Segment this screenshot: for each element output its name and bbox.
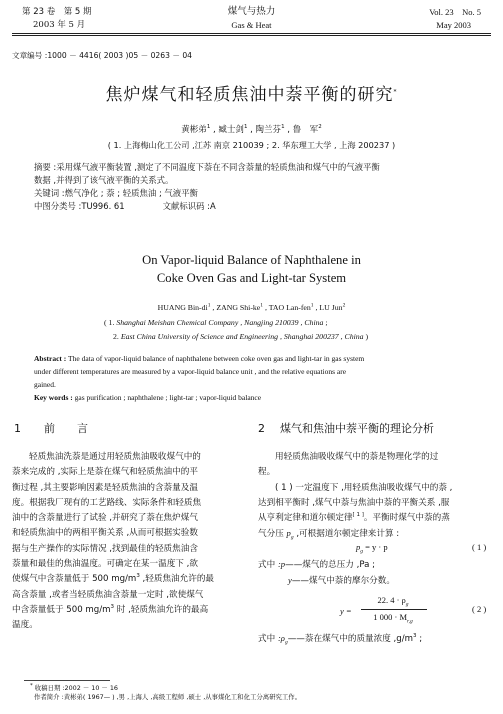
- keywords-en-label: Key words :: [34, 393, 73, 402]
- where-symbol: y: [288, 575, 292, 586]
- footnote-rule: [24, 680, 110, 681]
- keywords-en-text: gas purification ; naphthalene ; light-tar ; vapor-liquid balance: [74, 393, 262, 402]
- abstract-en-text: The data of vapor-liquid balance of naphthalene between coke oven gas and light-tar in gas system: [68, 354, 365, 363]
- section-number: 1: [14, 422, 21, 435]
- unit-sup: 3: [413, 633, 417, 640]
- author-sup: 1: [260, 302, 264, 309]
- abstract-cn-line: [34, 161, 494, 174]
- journal-name: 煤气与热力: [227, 6, 276, 17]
- abstract-en-line: gained.: [34, 380, 56, 389]
- body-line: 高含萘量 ,或者当轻质焦油含萘量一定时 ,欲使煤气: [12, 589, 204, 600]
- equation-2-lhs: y =: [340, 606, 352, 616]
- body-text: 从亨利定律和道尔顿定律: [258, 513, 353, 524]
- fraction-bar: [361, 609, 427, 610]
- doc-code: A: [209, 201, 216, 211]
- author-en: HUANG Bin-di: [157, 303, 208, 312]
- body-text: ,可根据道尔顿定律来计算 :: [296, 529, 400, 540]
- affiliation-text: East China University of Science and Engineering , Shanghai 200237 , China: [120, 332, 364, 341]
- keywords-cn-label: 关键词 :: [34, 188, 65, 198]
- keywords-en: [34, 391, 494, 404]
- section-title: 煤气和焦油中萘平衡的理论分析: [280, 422, 434, 435]
- journal-volume: 第 23 卷 第 5 期: [22, 7, 92, 17]
- body-line: ( 1 ) 一定温度下 ,用轻质焦油吸收煤气中的萘 ,: [275, 482, 453, 493]
- section-title: 前 言: [44, 422, 88, 435]
- title-cn: [0, 80, 503, 105]
- where-block-1: [258, 557, 494, 590]
- keywords-cn: [34, 187, 494, 200]
- section1-heading: [14, 420, 88, 436]
- body-text: 气分压: [258, 529, 284, 540]
- author-cn: 陶兰芬: [255, 125, 282, 135]
- citation: [ 1 ]: [352, 512, 364, 519]
- header-rule-bottom: [12, 35, 491, 36]
- body-line: 衡过程 ,其主要影响因素是轻质焦油的含萘量及温: [12, 482, 198, 493]
- where-line: [258, 573, 494, 589]
- symbol: p: [286, 528, 291, 539]
- abstract-cn-line: 数据 ,并得到了该气液平衡的关系式。: [34, 175, 174, 185]
- abstract-en-label: Abstract :: [34, 354, 67, 363]
- body-text: 使煤气中含萘量低于 500 mg/m: [12, 574, 137, 585]
- eq-sub: r,g: [407, 618, 413, 625]
- author-en: ZANG Shi-ke: [216, 303, 261, 312]
- where-symbol: :ρ: [277, 633, 285, 643]
- eq-sub: g: [405, 601, 409, 608]
- affiliation-num: ( 1.: [104, 318, 115, 327]
- article-number: 文章编号 :1000 － 4416( 2003 )05 － 0263 － 04: [12, 51, 192, 60]
- footnote-mark: *: [30, 682, 33, 689]
- doc-code-label: 文献标识码 :: [162, 201, 210, 211]
- body-line: 萘量和最佳的焦油温度。可确定在某一温度下 ,欲: [12, 559, 198, 570]
- footnote-line: 作者简介 :黄彬弟( 1967— ) ,男 ,上海人 ,高级工程师 ,硕士 ,从事煤化工和化工分离研究工作。: [34, 693, 302, 701]
- body-line: [12, 603, 246, 618]
- body-line: 气分压 $p_g$ ,可根据道尔顿定律来计算 :: [258, 528, 400, 542]
- section2-body: [258, 450, 494, 543]
- author-sup: 1: [281, 124, 285, 131]
- affiliation-en-2: [113, 332, 368, 341]
- equation-1-number: ( 1 ): [472, 542, 487, 552]
- author-sup: 2: [342, 302, 346, 309]
- body-line: 用轻质焦油吸收煤气中的萘是物理化学的过: [275, 452, 439, 462]
- eq-lhs: p: [356, 542, 361, 552]
- affiliation-tail: ): [365, 332, 369, 341]
- author-sup: 1: [207, 302, 211, 309]
- abstract-en-line: under different temperatures are measured by a vapor-liquid balance unit , and the relative equations are: [34, 367, 347, 376]
- unit-sup: 3: [110, 604, 115, 611]
- author-cn: 鲁 军: [292, 125, 319, 135]
- body-line: [258, 511, 494, 526]
- where-tail: ;: [416, 634, 423, 644]
- unit-sup: 3: [136, 573, 140, 580]
- classification: [34, 200, 494, 213]
- body-line: 油中的含萘量进行了试验 ,并研究了萘在焦炉煤气: [12, 513, 198, 524]
- author-en: LU Jun: [319, 303, 343, 312]
- equation-2-number: ( 2 ): [472, 604, 487, 614]
- body-line: [12, 572, 246, 587]
- title-cn-text: 焦炉煤气和轻质焦油中萘平衡的研究: [105, 85, 394, 105]
- abstract-cn: [34, 161, 494, 213]
- eq-sub: g: [360, 548, 363, 555]
- body-text: ,轻质焦油允许的最: [139, 574, 215, 585]
- body-text: 。平衡时煤气中萘的蒸: [363, 513, 450, 524]
- author-sup: 1: [243, 124, 248, 131]
- author-sup: 1: [206, 124, 211, 131]
- journal-volume-en: Vol. 23 No. 5: [429, 7, 481, 17]
- equation-1: [356, 542, 388, 555]
- footnote-text: 收稿日期 :2002 － 10 － 16: [34, 684, 118, 692]
- author-en: TAO Lan-fen: [268, 303, 311, 312]
- equation-2-denominator: [358, 612, 428, 625]
- title-en-line: Coke Oven Gas and Light-tar System: [156, 271, 347, 285]
- affiliation-text: Shanghai Meishan Chemical Company , Nangjing 210039 , China: [116, 318, 324, 327]
- where-label: 式中: [258, 560, 276, 570]
- where-sub: g: [284, 639, 288, 646]
- abstract-en-line: [34, 352, 494, 365]
- author-sup: 2: [318, 124, 322, 131]
- body-line: 轻质焦油洗萘是通过用轻质焦油吸收煤气中的: [29, 452, 201, 462]
- affiliation-tail: ;: [325, 318, 328, 327]
- title-en-line: On Vapor-liquid Balance of Naphthalene in: [142, 253, 361, 267]
- body-line: 达到相平衡时 ,煤气中萘与焦油中萘的平衡关系 ,服: [258, 497, 450, 508]
- abstract-cn-text: 采用煤气液平衡装置 ,测定了不同温度下萘在不同含萘量的轻质焦油和煤气中的气液平衡: [56, 162, 380, 172]
- body-text: 时 ,轻质焦油允许的最高: [114, 604, 209, 615]
- where-text: ——萘在煤气中的质量浓度 ,g/m: [287, 634, 413, 644]
- journal-date-en: May 2003: [436, 20, 471, 30]
- authors-cn: 黄彬弟$^1$ , 臧士剑$^1$ , 陶兰芬$^1$ , 鲁 军$^2$: [181, 124, 322, 135]
- classification-code: TU996. 61: [81, 201, 125, 211]
- abstract-en: [34, 352, 494, 404]
- abstract-cn-label: 摘要 :: [34, 162, 57, 172]
- where-block-2: [258, 631, 494, 647]
- where-text: ——煤气的总压力 ,Pa ;: [285, 560, 376, 570]
- journal-name-en: Gas & Heat: [231, 20, 272, 30]
- where-line: [258, 557, 494, 573]
- equation-2-numerator: [358, 595, 428, 608]
- authors-en: HUANG Bin-$di^1$ , ZANG Shi-$ke^1$ , TAO Lan-fen$^1$ , LU Jun$^2$: [157, 302, 346, 312]
- body-text: 中含萘量低于 500 mg/m: [12, 604, 111, 615]
- where-label: 式中: [258, 634, 276, 644]
- body-line: 据与生产操作的实际情况 ,找到最佳的轻质焦油含: [12, 543, 198, 554]
- footnote-line: [30, 684, 301, 693]
- classification-label: 中图分类号 :: [34, 201, 82, 211]
- section1-body: [12, 450, 246, 634]
- footnote: [30, 684, 301, 702]
- author-cn: 臧士剑: [218, 125, 244, 135]
- body-line: 和轻质焦油中的两相平衡关系 ,从而可根据实验数: [12, 528, 198, 539]
- affiliation-en-1: [104, 318, 328, 327]
- eq-denominator: 1 000 · M: [373, 612, 408, 622]
- author-cn: 黄彬弟: [181, 125, 207, 135]
- eq-numerator: 22. 4 · ρ: [377, 595, 406, 605]
- title-footnote-mark: *: [393, 88, 398, 96]
- body-line: 度。根据我厂现有的工艺路线、实际条件和轻质焦: [12, 497, 202, 508]
- keywords-cn-text: 燃气净化 ; 萘 ; 轻质焦油 ; 气液平衡: [64, 188, 198, 198]
- body-line: 程。: [258, 467, 276, 478]
- body-line: 萘来完成的 ,实际上是萘在煤气和轻质焦油中的平: [12, 467, 198, 478]
- eq-rhs: = y · p: [365, 542, 388, 552]
- affiliation-cn: ( 1. 上海梅山化工公司 ,江苏 南京 210039 ; 2. 华东理工大学 , 上海 200237 ): [107, 140, 396, 150]
- author-sup: 1: [310, 302, 314, 309]
- body-line: 温度。: [12, 620, 38, 631]
- where-symbol: :p: [277, 559, 286, 569]
- journal-date: 2003 年 5 月: [33, 20, 86, 30]
- header-rule-top: [12, 33, 491, 34]
- section2-heading: [258, 420, 434, 436]
- affiliation-num: 2.: [113, 332, 119, 341]
- where-text: ——煤气中萘的摩尔分数。: [291, 576, 395, 587]
- section-number: 2: [258, 422, 265, 435]
- title-en: [0, 251, 503, 287]
